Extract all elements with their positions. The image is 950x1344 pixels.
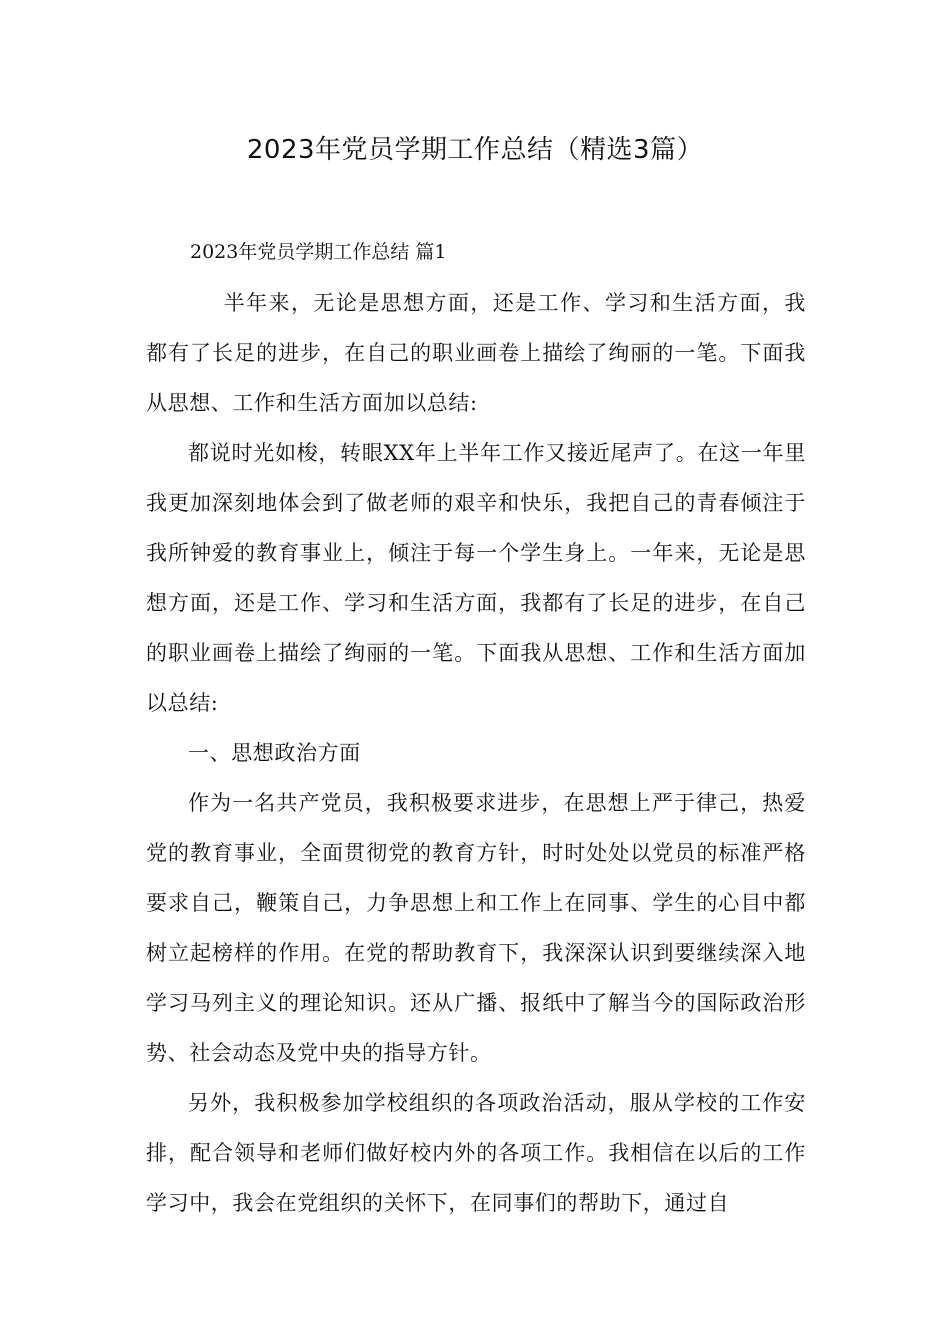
paragraph-ideology: 作为一名共产党员，我积极要求进步，在思想上严于律己，热爱党的教育事业，全面贯彻党的教育方针，时时处处以党员的标准严格要求自己，鞭策自己，力争思想上和工作上在同事、学生的心目中都树立起榜样的作用。在党的帮助教育下，我深深认识到要继续深入地学习马列主义的理论知识。还从广播、报纸中了解当今的国际政治形势、社会动态及党中央的指导方针。 (146, 791, 806, 1065)
section-heading-ideology: 一、思想政治方面 (188, 741, 361, 765)
paragraph-intro: 半年来，无论是思想方面，还是工作、学习和生活方面，我都有了长足的进步，在自己的职业画卷上描绘了绚丽的一笔。下面我从思想、工作和生活方面加以总结: (146, 291, 806, 415)
paragraph-overview: 都说时光如梭，转眼XX年上半年工作又接近尾声了。在这一年里我更加深刻地体会到了做老师的艰辛和快乐，我把自己的青春倾注于我所钟爱的教育事业上，倾注于每一个学生身上。一年来，无论是思想方面，还是工作、学习和生活方面，我都有了长足的进步，在自己的职业画卷上描绘了绚丽的一笔。下面我从思想、工作和生活方面加以总结: (146, 441, 806, 715)
section-title: 2023年党员学期工作总结 篇1 (190, 241, 447, 263)
document-title: 2023年党员学期工作总结（精选3篇） (246, 135, 704, 165)
document-body (146, 230, 806, 1228)
paragraph-activities: 另外，我积极参加学校组织的各项政治活动，服从学校的工作安排，配合领导和老师们做好校内外的各项工作。我相信在以后的工作学习中，我会在党组织的关怀下，在同事们的帮助下，通过自 (146, 1091, 806, 1215)
